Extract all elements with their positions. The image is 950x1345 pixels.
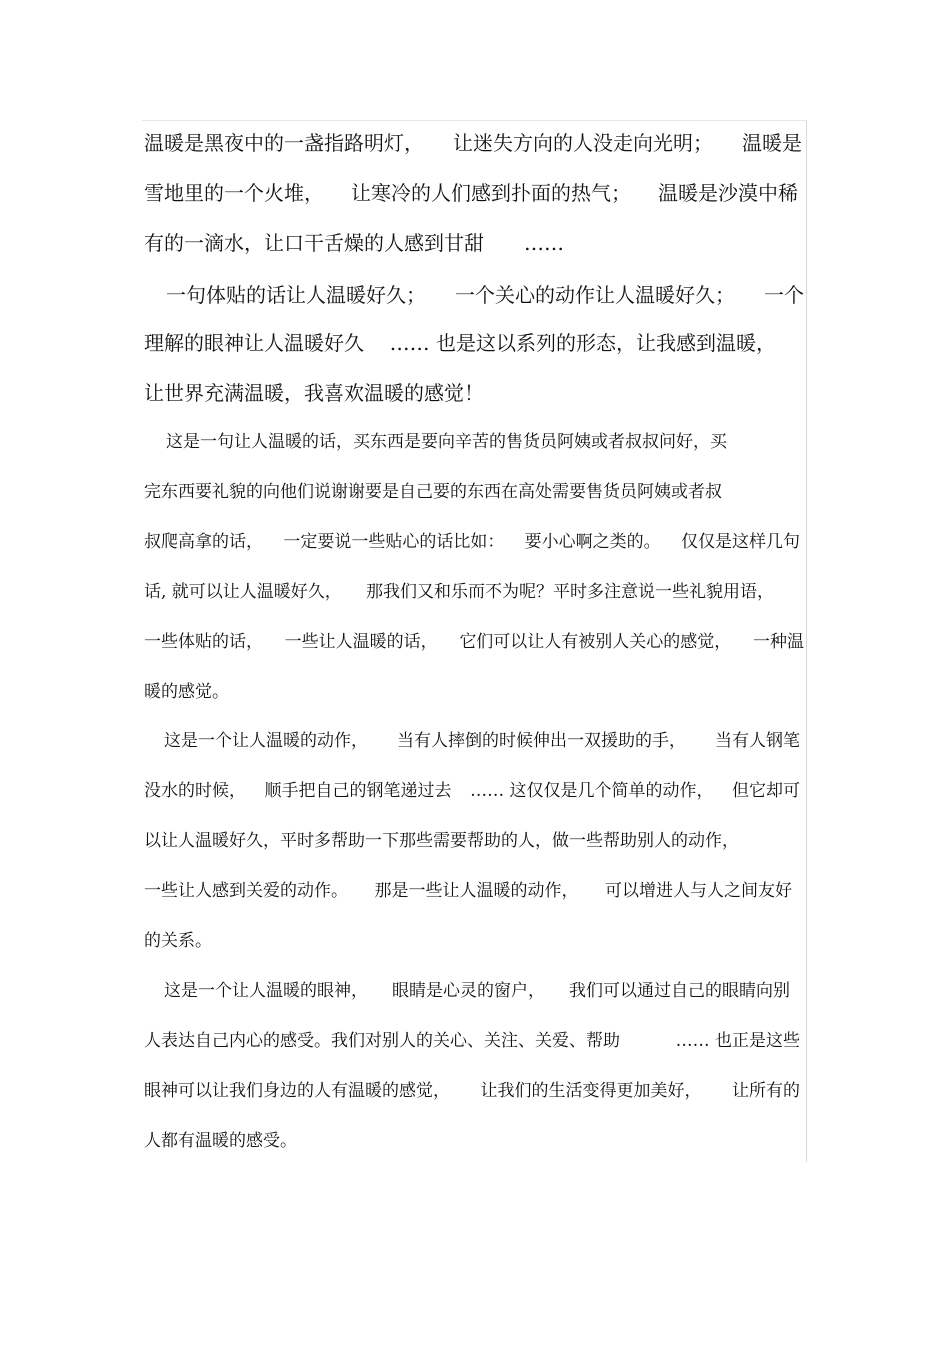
text-segment: 当有人摔倒的时候伸出一双援助的手， bbox=[397, 731, 686, 751]
text-segment: 一些让人感到关爱的动作。 bbox=[144, 881, 348, 901]
text-segment: 要小心啊之类的。 bbox=[524, 532, 661, 552]
text-segment: 让寒冷的人们感到扑面的热气； bbox=[351, 181, 631, 205]
text-line bbox=[144, 383, 489, 403]
text-segment: 以让人温暖好久，平时多帮助一下那些需要帮助的人，做一些帮助别人的动作， bbox=[144, 831, 739, 851]
text-line bbox=[166, 434, 756, 451]
text-segment: 没水的时候， bbox=[144, 781, 246, 801]
text-segment: 让所有的 bbox=[732, 1081, 800, 1101]
text-segment: 一个关心的动作让人温暖好久； bbox=[455, 283, 735, 307]
text-line bbox=[144, 1033, 800, 1050]
text-segment: 这是一个让人温暖的眼神， bbox=[164, 981, 368, 1001]
text-segment: 顺手把自己的钢笔递过去 bbox=[264, 781, 452, 801]
text-segment: 让迷失方向的人没走向光明； bbox=[453, 131, 713, 155]
text-line bbox=[164, 983, 790, 1000]
text-segment: 那我们又和乐而不为呢？平时多注意说一些礼貌用语， bbox=[366, 582, 774, 602]
text-line bbox=[144, 634, 804, 651]
text-segment: 一些体贴的话， bbox=[144, 632, 263, 652]
text-line bbox=[144, 1133, 304, 1150]
text-line bbox=[144, 183, 798, 203]
text-line bbox=[164, 733, 800, 750]
text-segment: 的关系。 bbox=[144, 931, 212, 951]
text-segment: 温暖是 bbox=[742, 131, 802, 155]
text-line bbox=[144, 933, 214, 950]
text-segment: 暖的感觉。 bbox=[144, 682, 229, 702]
text-segment: 让世界充满温暖，我喜欢温暖的感觉！ bbox=[144, 381, 484, 405]
text-segment: 这是一句让人温暖的话，买东西是要向辛苦的售货员阿姨或者叔叔问好，买 bbox=[166, 432, 727, 452]
text-segment: 雪地里的一个火堆， bbox=[144, 181, 324, 205]
text-segment: 温暖是沙漠中稀 bbox=[658, 181, 798, 205]
text-segment: 有的一滴水，让口干舌燥的人感到甘甜 bbox=[144, 231, 484, 255]
page-frame-top-edge bbox=[142, 120, 807, 121]
text-segment: 我们可以通过自己的眼睛向别 bbox=[569, 981, 790, 1001]
text-segment: 一种温 bbox=[752, 632, 804, 652]
text-segment: …… 这仅仅是几个简单的动作， bbox=[470, 781, 714, 801]
text-segment: 眼神可以让我们身边的人有温暖的感觉， bbox=[144, 1081, 450, 1101]
text-line bbox=[144, 1083, 800, 1100]
text-segment: 仅仅是这样几句 bbox=[680, 532, 800, 552]
text-line bbox=[166, 285, 804, 305]
text-segment: 一句体贴的话让人温暖好久； bbox=[166, 283, 426, 307]
text-line bbox=[144, 333, 776, 353]
text-segment: 那是一些让人温暖的动作， bbox=[374, 881, 579, 901]
text-segment: 这是一个让人温暖的动作， bbox=[164, 731, 368, 751]
text-line bbox=[144, 684, 234, 701]
text-segment: 让我们的生活变得更加美好， bbox=[480, 1081, 702, 1101]
text-line bbox=[144, 833, 758, 850]
text-line bbox=[144, 783, 800, 800]
text-segment: 叔爬高拿的话， bbox=[144, 532, 263, 552]
text-segment: 当有人钢笔 bbox=[715, 731, 800, 751]
text-segment: 人表达自己内心的感受。我们对别人的关心、关注、关爱、帮助 bbox=[144, 1031, 620, 1051]
text-line bbox=[144, 584, 774, 601]
text-segment: …… 也正是这些 bbox=[675, 1031, 800, 1051]
text-segment: 一些让人温暖的话， bbox=[284, 632, 438, 652]
text-segment: 完东西要礼貌的向他们说谢谢要是自己要的东西在高处需要售货员阿姨或者叔 bbox=[144, 482, 722, 502]
text-line bbox=[144, 133, 802, 153]
text-line bbox=[144, 883, 792, 900]
text-segment: 话, 就可以让人温暖好久， bbox=[144, 582, 342, 602]
text-line bbox=[144, 233, 564, 253]
text-line bbox=[144, 534, 800, 551]
text-segment: 温暖是黑夜中的一盏指路明灯， bbox=[144, 131, 424, 155]
text-segment: …… 也是这以系列的形态，让我感到温暖， bbox=[389, 331, 776, 355]
text-segment: 但它却可 bbox=[732, 781, 800, 801]
text-segment: 理解的眼神让人温暖好久 bbox=[144, 331, 364, 355]
text-line bbox=[144, 484, 752, 501]
text-segment: 一个 bbox=[764, 283, 804, 307]
text-segment: 一定要说一些贴心的话比如： bbox=[283, 532, 505, 552]
text-segment: 人都有温暖的感受。 bbox=[144, 1131, 297, 1151]
page-frame-right-edge bbox=[806, 120, 807, 1162]
text-segment: …… bbox=[524, 231, 564, 255]
text-segment: 可以增进人与人之间友好 bbox=[605, 881, 792, 901]
text-segment: 它们可以让人有被别人关心的感觉， bbox=[459, 632, 732, 652]
text-segment: 眼睛是心灵的窗户， bbox=[392, 981, 545, 1001]
